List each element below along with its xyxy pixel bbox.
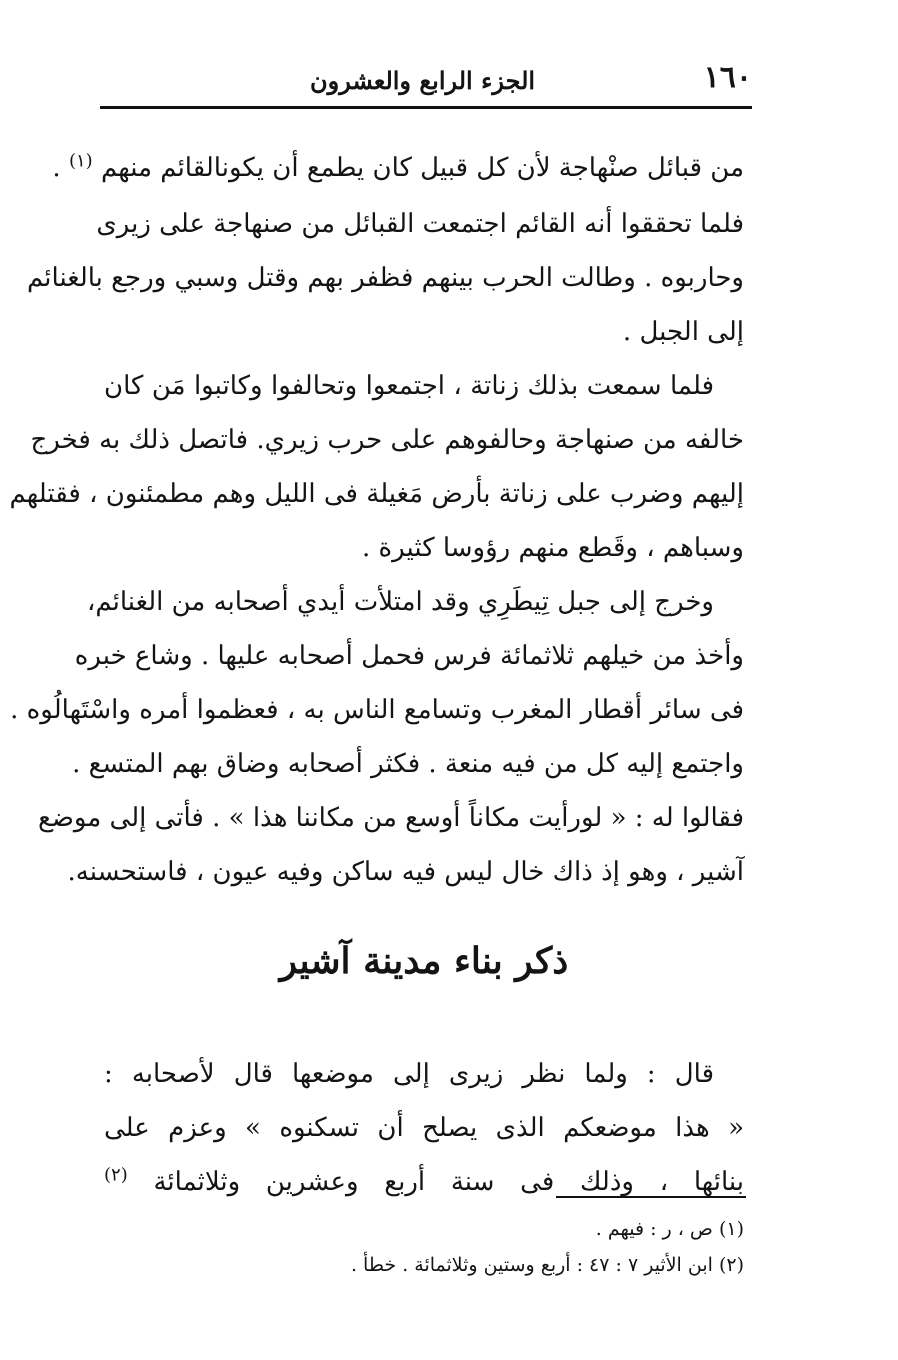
text-line: وأخذ من خيلهم ثلاثمائة فرس فحمل أصحابه عليها . وشاع خبره (74, 641, 744, 671)
text-line: قال : ولما نظر زيرى إلى موضعها قال لأصحابه : (104, 1059, 714, 1089)
page-number: ١٦٠ (703, 60, 752, 95)
footnote-divider (556, 1196, 746, 1198)
text-line: خالفه من صنهاجة وحالفوهم على حرب زيري. فاتصل ذلك به فخرج (30, 425, 744, 455)
text-line: إلى الجبل . (622, 317, 744, 347)
page-header (100, 56, 752, 109)
running-title: الجزء الرابع والعشرون (310, 66, 536, 95)
text-line: فقالوا له : « لورأيت مكاناً أوسع من مكاننا هذا » . فأتى إلى موضع (37, 803, 744, 833)
footnote-ref-1: (١) (68, 150, 93, 172)
text-line: « هذا موضعكم الذى يصلح أن تسكنوه » وعزم على (104, 1113, 744, 1143)
text-line: آشير ، وهو إذ ذاك خال ليس فيه ساكن وفيه عيون ، فاستحسنه. (67, 857, 744, 887)
text-line: وسباهم ، وقَطع منهم رؤوسا كثيرة . (362, 533, 744, 563)
line-punctuation: . (52, 153, 61, 183)
text-line (52, 148, 744, 188)
line-text: من قبائل صنْهاجة لأن كل قبيل كان يطمع أن يكونالقائم منهم (100, 153, 744, 183)
text-line: وحاربوه . وطالت الحرب بينهم فظفر بهم وقتل وسبي ورجع بالغنائم (26, 263, 744, 293)
line-text: بنائها ، وذلك فى سنة أربع وعشرين وثلاثمائة (153, 1167, 744, 1197)
text-line: فلما سمعت بذلك زناتة ، اجتمعوا وتحالفوا وكاتبوا مَن كان (104, 371, 715, 401)
text-line: فى سائر أقطار المغرب وتسامع الناس به ، فعظموا أمره واسْتَهالُوه . (10, 695, 744, 725)
footnote-1: (١) ص ، ر : فيهم . (595, 1218, 744, 1240)
text-line: إليهم وضرب على زناتة بأرض مَغيلة فى الليل وهم مطمئنون ، فقتلهم (9, 479, 744, 509)
footnote-2: (٢) ابن الأثير ٧ : ٤٧ : أربع وستين وثلاثمائة . خطأ . (350, 1254, 744, 1276)
text-line: وخرج إلى جبل تِيطَرِي وقد امتلأت أيدي أصحابه من الغنائم، (86, 587, 714, 617)
text-line: واجتمع إليه كل من فيه منعة . فكثر أصحابه وضاق بهم المتسع . (72, 749, 744, 779)
text-line: فلما تحققوا أنه القائم اجتمعت القبائل من صنهاجة على زيرى (96, 209, 744, 239)
section-heading: ذكر بناء مدينة آشير (279, 940, 569, 982)
footnote-ref-2: (٢) (104, 1164, 128, 1186)
